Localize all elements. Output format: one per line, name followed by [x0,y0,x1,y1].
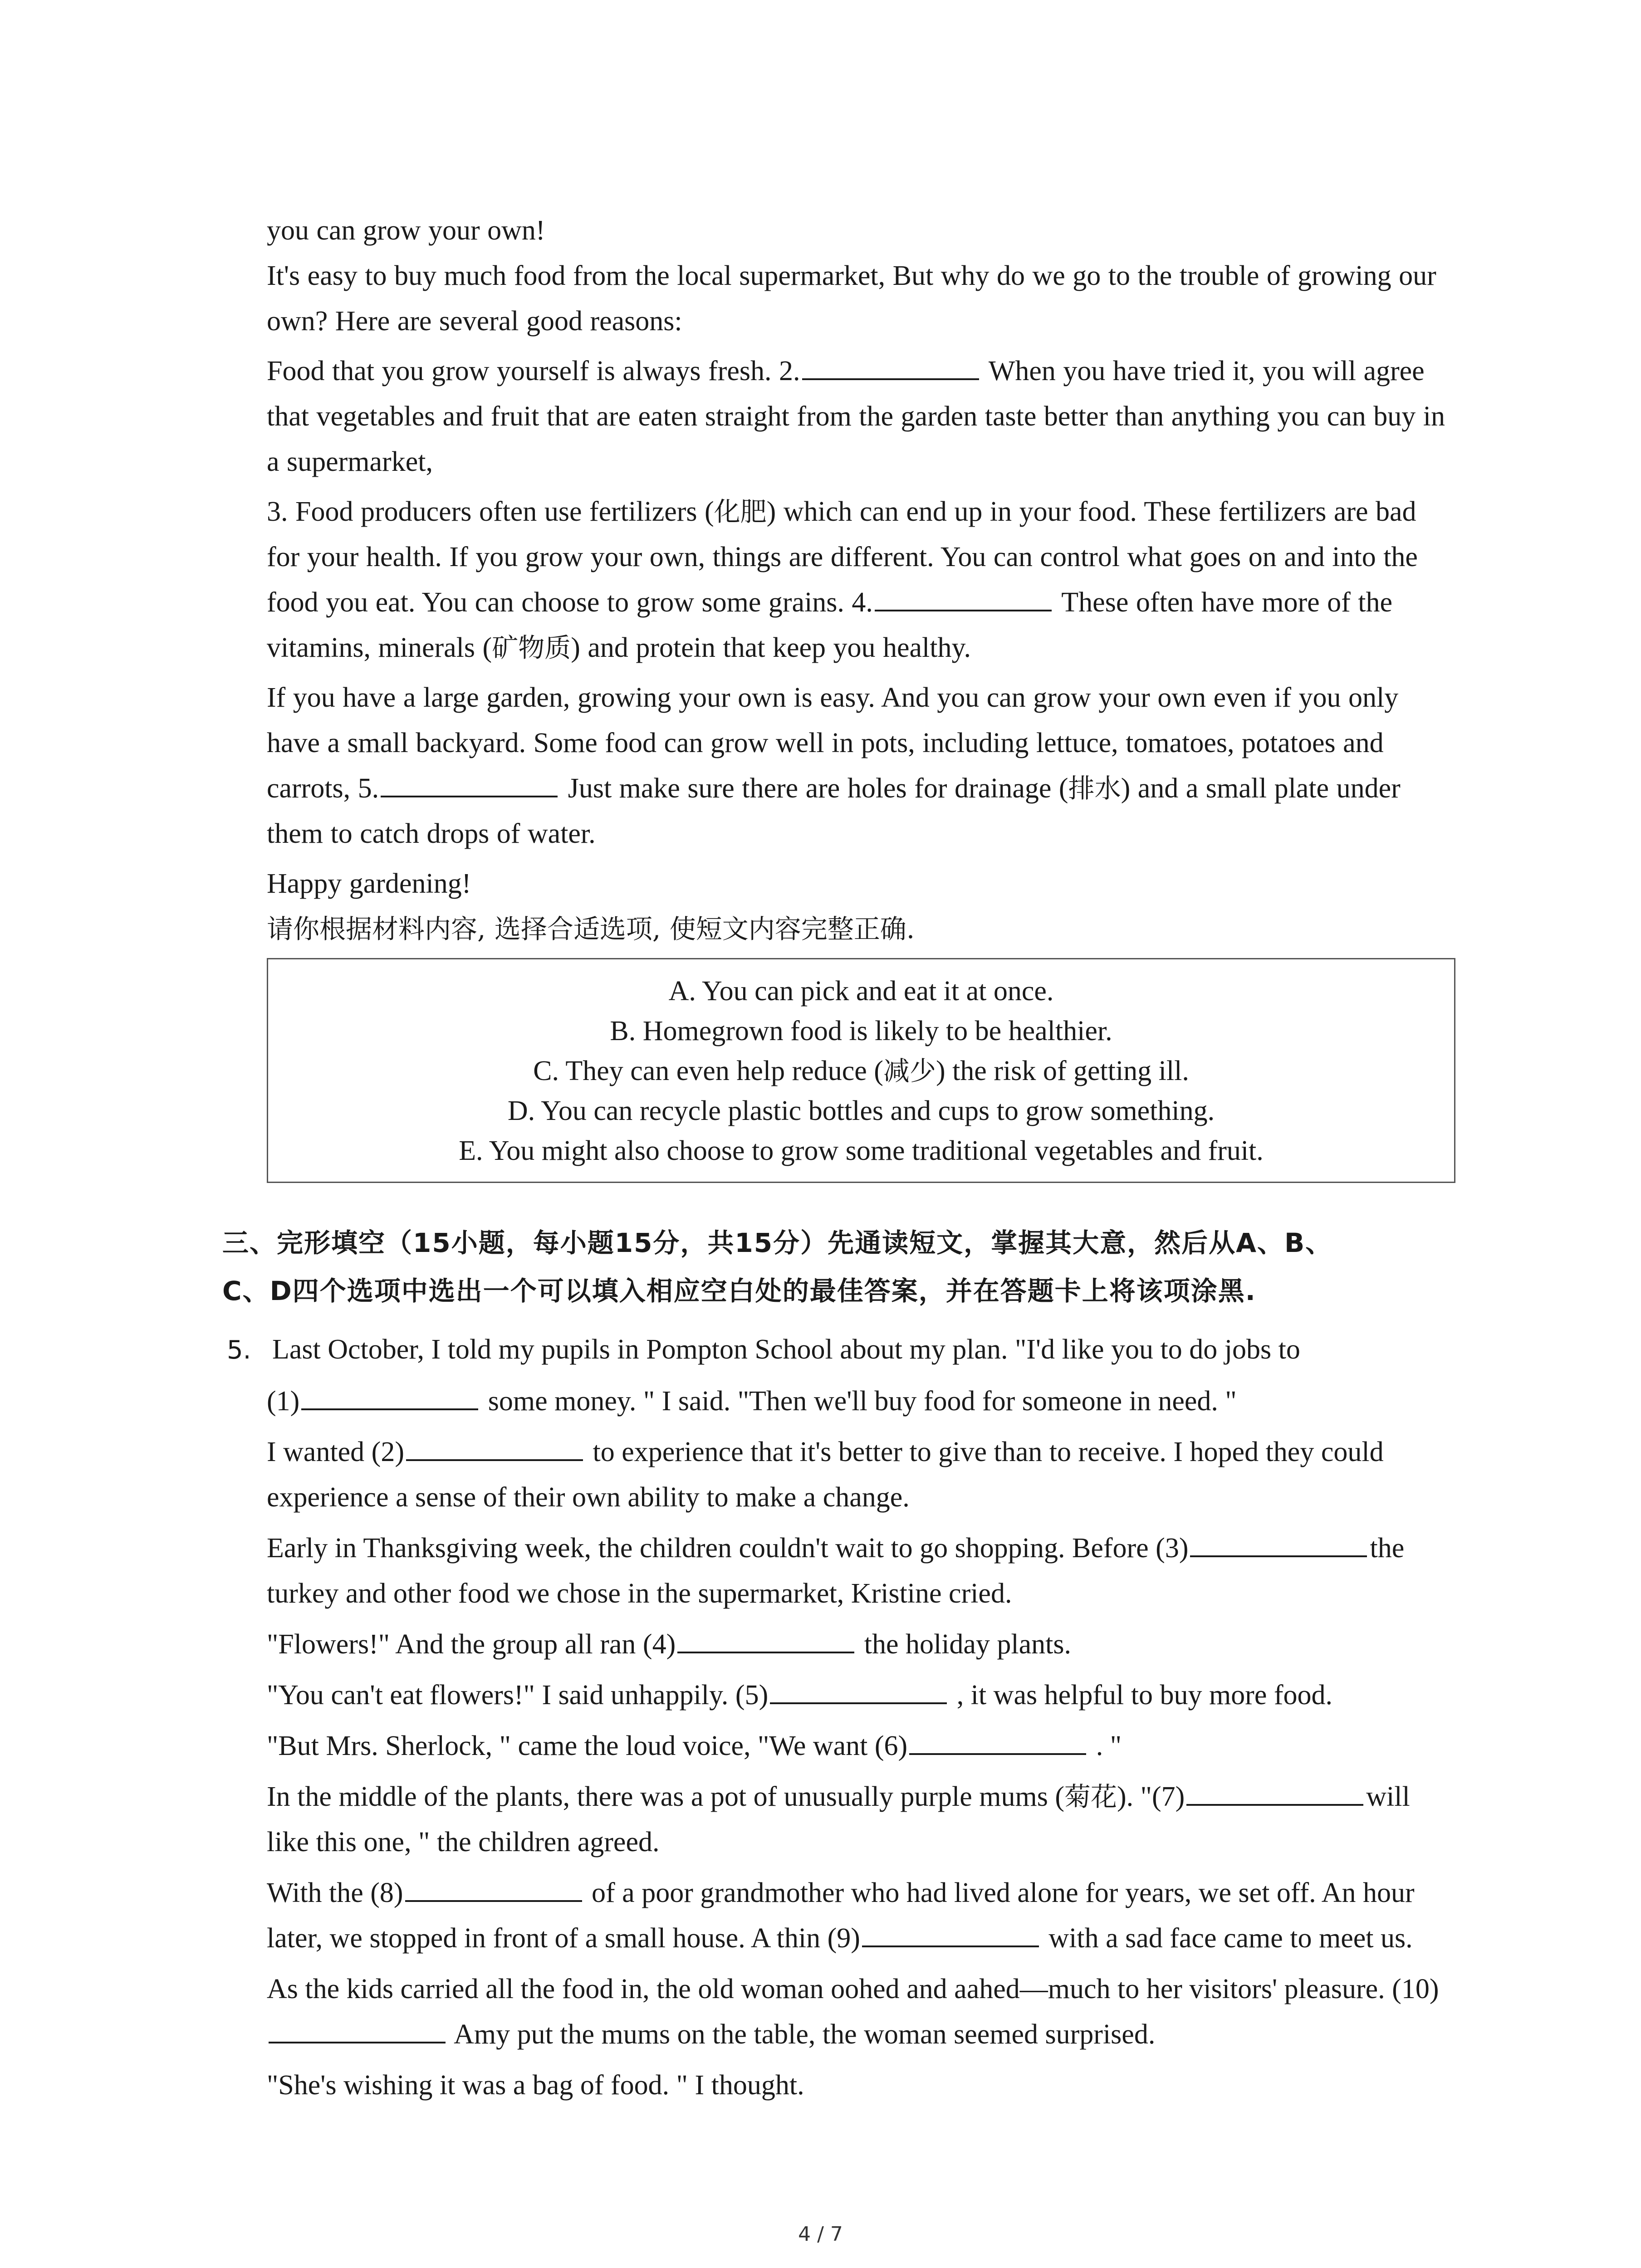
cloze-line-11: "She's wishing it was a bag of food. " I thought. [267,2070,804,2101]
cloze-line-2: (1) some money. " I said. "Then we'll buy food for someone in need. " [267,1378,1455,1424]
passage-column [267,208,1455,1183]
cloze-line-3: I wanted (2) to experience that it's better to give than to receive. I hoped they could experience a sense of their own ability to make a change. [267,1429,1455,1520]
cloze-line-7: "But Mrs. Sherlock, " came the loud voice, "We want (6) . " [267,1723,1455,1769]
section-3 [222,1220,1456,1315]
cloze-line-4: Early in Thanksgiving week, the children couldn't wait to go shopping. Before (3) the turkey and other food we chose in the supermarket, Kristine cried. [267,1525,1455,1616]
section-3-title-line-1: 三、完形填空（15小题，每小题15分，共15分）先通读短文，掌握其大意，然后从A、B、 [222,1227,1333,1258]
passage-paragraph-3: 3. Food producers often use fertilizers (化肥) which can end up in your food. These fertilizers are bad for your health. If you grow your own, things are different. You can control what goes on and into the food you eat. You can choose to grow some grains. 4. These often have more of the vitamins, minerals (矿物质) and protein that keep you healthy. [267,496,1418,663]
cloze-blank-3[interactable] [1190,1530,1367,1557]
passage-paragraph-1: It's easy to buy much food from the local supermarket, But why do we go to the trouble of growing our own? Here are several good reasons: [267,260,1436,337]
option-a: A. You can pick and eat it at once. [668,976,1054,1007]
passage-paragraph-4: If you have a large garden, growing your own is easy. And you can grow your own even if you only have a small backyard. Some food can grow well in pots, including lettuce, tomatoes, potatoes and carrots, 5. Just make sure there are holes for drainage (排水) and a small plate under them to catch drops of water. [267,682,1401,849]
cloze-blank-6[interactable] [909,1728,1086,1755]
passage-paragraph-2: Food that you grow yourself is always fresh. 2. When you have tried it, you will agree that vegetables and fruit that are eaten straight from the garden taste better than anything you can buy in a supermarket, [267,348,1455,484]
passage-closing: Happy gardening! [267,868,471,899]
cloze-blank-8[interactable] [405,1875,582,1902]
cloze-line-5: "Flowers!" And the group all ran (4) the holiday plants. [267,1622,1455,1667]
cloze-blank-1[interactable] [301,1383,478,1410]
passage-intro-line: you can grow your own! [267,215,545,246]
cloze-line-10: As the kids carried all the food in, the old woman oohed and aahed—much to her visitors' pleasure. (10) Amy put the mums on the table, the woman seemed surprised. [267,1974,1439,2050]
answer-blank-5[interactable] [381,770,558,797]
page-number: 4 / 7 [798,2223,843,2246]
cloze-blank-5[interactable] [770,1677,947,1704]
cloze-blank-7[interactable] [1186,1779,1363,1806]
option-d: D. You can recycle plastic bottles and cups to grow something. [507,1095,1215,1126]
cloze-blank-4[interactable] [677,1626,854,1653]
cloze-blank-2[interactable] [406,1434,583,1461]
cloze-passage [227,1327,1455,2113]
option-b: B. Homegrown food is likely to be healthier. [610,1016,1112,1046]
question-number: 5. [227,1335,251,1365]
options-box [267,958,1455,1183]
option-c: C. They can even help reduce (减少) the risk of getting ill. [533,1056,1189,1086]
cloze-line-1: 5. Last October, I told my pupils in Pompton School about my plan. "I'd like you to do jobs to [267,1327,1455,1373]
answer-blank-2[interactable] [802,353,979,380]
option-e: E. You might also choose to grow some traditional vegetables and fruit. [459,1135,1264,1166]
section-3-title-line-2: C、D四个选项中选出一个可以填入相应空白处的最佳答案，并在答题卡上将该项涂黑. [222,1276,1256,1306]
cloze-line-6: "You can't eat flowers!" I said unhappily. (5) , it was helpful to buy more food. [267,1672,1455,1718]
passage-instruction: 请你根据材料内容, 选择合适选项, 使短文内容完整正确. [267,914,915,944]
cloze-line-8: In the middle of the plants, there was a pot of unusually purple mums (菊花). "(7) will like this one, " the children agreed. [267,1774,1455,1865]
cloze-blank-10[interactable] [269,2016,446,2043]
cloze-line-9: With the (8) of a poor grandmother who had lived alone for years, we set off. An hour later, we stopped in front of a small house. A thin (9) with a sad face came to meet us. [267,1870,1455,1961]
answer-blank-4[interactable] [875,584,1052,611]
cloze-blank-9[interactable] [862,1920,1039,1947]
